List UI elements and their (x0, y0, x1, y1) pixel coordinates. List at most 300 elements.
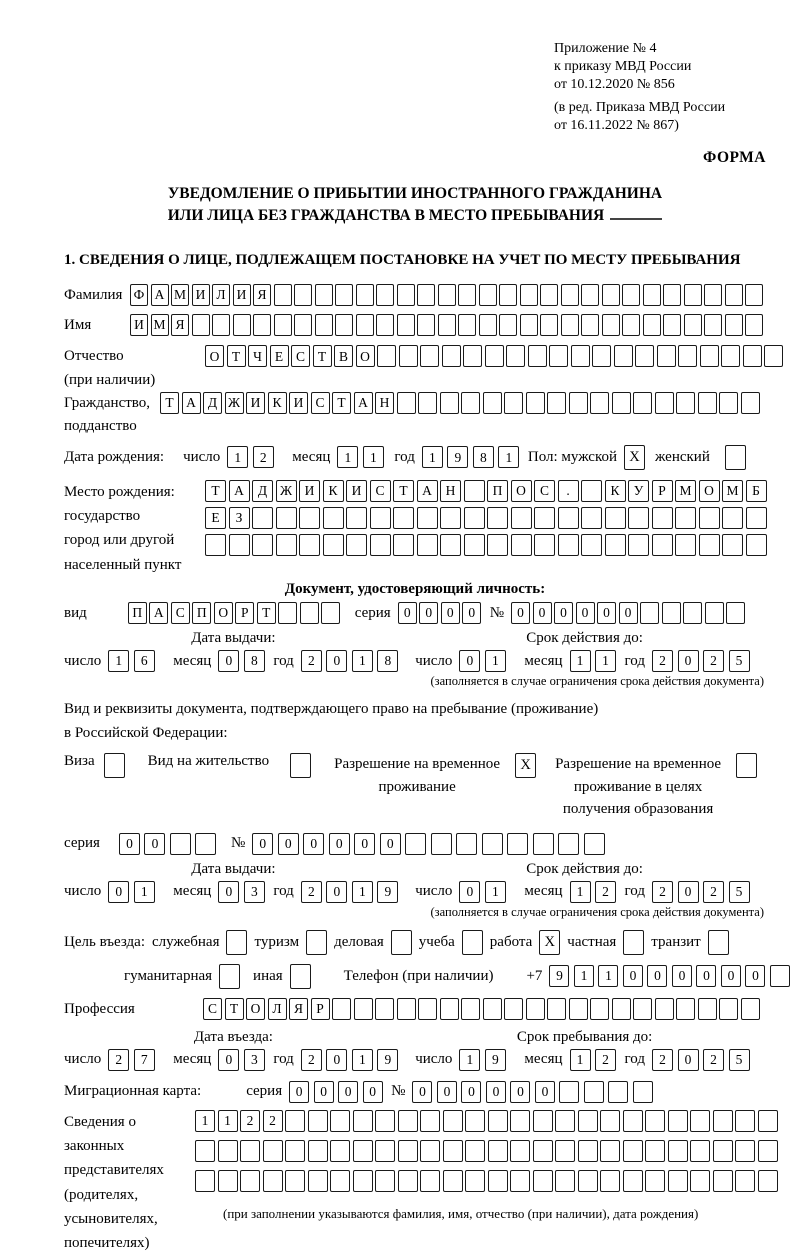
cell[interactable] (353, 1140, 373, 1162)
cell[interactable]: 1 (574, 965, 594, 987)
cell[interactable] (330, 1110, 350, 1132)
cell[interactable] (354, 998, 373, 1020)
cell[interactable] (643, 314, 661, 336)
cell[interactable] (376, 284, 394, 306)
cell[interactable]: 0 (745, 965, 765, 987)
cell[interactable] (668, 1140, 688, 1162)
cell[interactable] (376, 314, 394, 336)
cell[interactable]: 7 (134, 1049, 155, 1071)
cell[interactable] (315, 284, 333, 306)
cell[interactable] (533, 1170, 553, 1192)
cell[interactable]: А (182, 392, 201, 414)
cell[interactable]: У (628, 480, 649, 502)
cell[interactable] (464, 480, 485, 502)
cell[interactable] (417, 284, 435, 306)
cell[interactable] (764, 345, 783, 367)
cell[interactable] (285, 1170, 305, 1192)
doc-valid-year-cells[interactable] (652, 650, 754, 672)
cell[interactable] (442, 345, 461, 367)
cell[interactable]: 1 (195, 1110, 215, 1132)
cell[interactable] (510, 1170, 530, 1192)
cell[interactable] (465, 1110, 485, 1132)
cell[interactable]: 1 (363, 446, 384, 468)
cell[interactable] (420, 1140, 440, 1162)
cell[interactable] (726, 602, 745, 624)
cell[interactable]: 0 (678, 881, 699, 903)
temp-residence-checkbox[interactable]: X (515, 753, 536, 778)
cell[interactable] (561, 314, 579, 336)
cell[interactable]: С (171, 602, 190, 624)
cell[interactable] (488, 1170, 508, 1192)
cell[interactable]: 0 (326, 650, 347, 672)
purpose-official-checkbox[interactable] (226, 930, 247, 955)
cell[interactable] (263, 1170, 283, 1192)
cell[interactable] (192, 314, 210, 336)
cell[interactable]: И (130, 314, 148, 336)
cell[interactable] (294, 284, 312, 306)
cell[interactable] (397, 392, 416, 414)
cell[interactable]: 2 (703, 650, 724, 672)
cell[interactable]: Б (746, 480, 767, 502)
cell[interactable] (704, 314, 722, 336)
cell[interactable] (699, 534, 720, 556)
cell[interactable] (675, 534, 696, 556)
cell[interactable] (635, 345, 654, 367)
cell[interactable] (700, 345, 719, 367)
doc-number-cells[interactable] (511, 602, 748, 624)
profession-cells[interactable] (203, 998, 762, 1020)
cell[interactable]: 1 (570, 881, 591, 903)
cell[interactable] (483, 392, 502, 414)
cell[interactable]: С (291, 345, 310, 367)
cell[interactable] (741, 392, 760, 414)
residence-issue-month-cells[interactable] (218, 881, 269, 903)
cell[interactable]: 1 (498, 446, 519, 468)
cell[interactable] (479, 314, 497, 336)
cell[interactable]: 0 (721, 965, 741, 987)
cell[interactable] (571, 345, 590, 367)
cell[interactable] (397, 998, 416, 1020)
cell[interactable] (417, 534, 438, 556)
cell[interactable]: Ж (225, 392, 244, 414)
cell[interactable] (274, 284, 292, 306)
cell[interactable] (229, 534, 250, 556)
cell[interactable]: Я (253, 284, 271, 306)
cell[interactable] (678, 345, 697, 367)
cell[interactable]: С (203, 998, 222, 1020)
cell[interactable] (526, 392, 545, 414)
cell[interactable] (534, 534, 555, 556)
cell[interactable] (375, 1170, 395, 1192)
cell[interactable]: 1 (108, 650, 129, 672)
cell[interactable] (420, 1110, 440, 1132)
surname-cells[interactable] (130, 284, 766, 306)
cell[interactable]: 3 (244, 1049, 265, 1071)
cell[interactable]: 9 (447, 446, 468, 468)
cell[interactable] (721, 345, 740, 367)
cell[interactable]: 0 (218, 881, 239, 903)
cell[interactable] (612, 392, 631, 414)
cell[interactable]: 1 (459, 1049, 480, 1071)
cell[interactable]: 2 (703, 1049, 724, 1071)
cell[interactable] (440, 998, 459, 1020)
cell[interactable]: Н (440, 480, 461, 502)
cell[interactable]: 8 (473, 446, 494, 468)
cell[interactable] (511, 534, 532, 556)
cell[interactable]: 0 (354, 833, 375, 855)
cell[interactable] (578, 1170, 598, 1192)
stay-until-year-cells[interactable] (652, 1049, 754, 1071)
cell[interactable]: М (675, 480, 696, 502)
cell[interactable]: Е (205, 507, 226, 529)
cell[interactable] (559, 1081, 579, 1103)
cell[interactable]: 1 (485, 881, 506, 903)
cell[interactable] (335, 314, 353, 336)
cell[interactable] (170, 833, 191, 855)
cell[interactable]: 1 (422, 446, 443, 468)
cell[interactable]: 0 (398, 602, 417, 624)
purpose-other-checkbox[interactable] (290, 964, 311, 989)
cell[interactable] (722, 534, 743, 556)
cell[interactable] (482, 833, 503, 855)
cell[interactable] (465, 1170, 485, 1192)
cell[interactable] (592, 345, 611, 367)
cell[interactable]: 2 (595, 1049, 616, 1071)
cell[interactable] (330, 1140, 350, 1162)
cell[interactable]: 0 (678, 650, 699, 672)
cell[interactable] (393, 507, 414, 529)
cell[interactable] (375, 1110, 395, 1132)
cell[interactable] (578, 1110, 598, 1132)
cell[interactable] (511, 507, 532, 529)
cell[interactable] (713, 1170, 733, 1192)
cell[interactable] (294, 314, 312, 336)
cell[interactable]: 1 (598, 965, 618, 987)
patronymic-cells[interactable] (205, 345, 786, 367)
cell[interactable] (668, 1110, 688, 1132)
cell[interactable]: 0 (329, 833, 350, 855)
cell[interactable]: 0 (461, 1081, 481, 1103)
cell[interactable] (218, 1140, 238, 1162)
cell[interactable] (605, 534, 626, 556)
cell[interactable]: 0 (144, 833, 165, 855)
cell[interactable] (393, 534, 414, 556)
cell[interactable] (212, 314, 230, 336)
entry-day-cells[interactable] (108, 1049, 159, 1071)
cell[interactable] (704, 284, 722, 306)
cell[interactable] (488, 1140, 508, 1162)
cell[interactable]: О (246, 998, 265, 1020)
cell[interactable] (770, 965, 790, 987)
cell[interactable] (735, 1110, 755, 1132)
cell[interactable] (683, 602, 702, 624)
cell[interactable]: 0 (412, 1081, 432, 1103)
cell[interactable] (443, 1140, 463, 1162)
cell[interactable] (719, 998, 738, 1020)
cell[interactable]: 0 (623, 965, 643, 987)
cell[interactable] (584, 1081, 604, 1103)
purpose-private-checkbox[interactable] (623, 930, 644, 955)
cell[interactable] (353, 1170, 373, 1192)
migration-number-cells[interactable] (412, 1081, 657, 1103)
residence-number-cells[interactable] (252, 833, 609, 855)
cell[interactable]: 0 (511, 602, 530, 624)
cell[interactable] (443, 1170, 463, 1192)
cell[interactable] (308, 1170, 328, 1192)
cell[interactable] (581, 507, 602, 529)
cell[interactable] (602, 284, 620, 306)
cell[interactable]: С (370, 480, 391, 502)
sex-female-checkbox[interactable] (725, 445, 746, 470)
doc-issue-month-cells[interactable] (218, 650, 269, 672)
cell[interactable] (308, 1140, 328, 1162)
cell[interactable] (353, 1110, 373, 1132)
cell[interactable]: 2 (652, 881, 673, 903)
cell[interactable] (581, 284, 599, 306)
cell[interactable]: С (534, 480, 555, 502)
cell[interactable] (398, 1110, 418, 1132)
cell[interactable]: Ч (248, 345, 267, 367)
cell[interactable]: 0 (441, 602, 460, 624)
cell[interactable] (276, 534, 297, 556)
cell[interactable]: Т (393, 480, 414, 502)
cell[interactable]: 1 (570, 650, 591, 672)
cell[interactable]: 0 (303, 833, 324, 855)
cell[interactable] (205, 534, 226, 556)
cell[interactable]: 3 (244, 881, 265, 903)
cell[interactable] (612, 998, 631, 1020)
cell[interactable]: 0 (696, 965, 716, 987)
cell[interactable] (488, 1110, 508, 1132)
cell[interactable] (504, 998, 523, 1020)
cell[interactable] (253, 314, 271, 336)
cell[interactable] (581, 480, 602, 502)
cell[interactable] (356, 314, 374, 336)
cell[interactable] (676, 998, 695, 1020)
cell[interactable] (438, 284, 456, 306)
cell[interactable] (746, 507, 767, 529)
cell[interactable]: 0 (119, 833, 140, 855)
cell[interactable] (461, 998, 480, 1020)
cell[interactable] (397, 314, 415, 336)
cell[interactable] (745, 314, 763, 336)
cell[interactable] (418, 392, 437, 414)
cell[interactable] (555, 1170, 575, 1192)
cell[interactable] (479, 284, 497, 306)
cell[interactable] (652, 534, 673, 556)
cell[interactable]: 6 (134, 650, 155, 672)
cell[interactable] (623, 1110, 643, 1132)
cell[interactable]: 8 (377, 650, 398, 672)
cell[interactable] (458, 284, 476, 306)
cell[interactable]: 0 (338, 1081, 358, 1103)
cell[interactable] (602, 314, 620, 336)
cell[interactable]: 1 (570, 1049, 591, 1071)
cell[interactable]: П (192, 602, 211, 624)
cell[interactable] (713, 1140, 733, 1162)
cell[interactable]: 0 (459, 650, 480, 672)
cell[interactable] (483, 998, 502, 1020)
cell[interactable]: О (511, 480, 532, 502)
cell[interactable]: 5 (729, 1049, 750, 1071)
cell[interactable] (608, 1081, 628, 1103)
cell[interactable] (440, 392, 459, 414)
cell[interactable]: Ф (130, 284, 148, 306)
cell[interactable] (690, 1140, 710, 1162)
cell[interactable]: А (149, 602, 168, 624)
cell[interactable] (633, 392, 652, 414)
cell[interactable] (645, 1110, 665, 1132)
cell[interactable]: Т (313, 345, 332, 367)
cell[interactable]: 2 (652, 650, 673, 672)
cell[interactable]: М (722, 480, 743, 502)
cell[interactable] (506, 345, 525, 367)
cell[interactable]: Т (205, 480, 226, 502)
cell[interactable]: 5 (729, 650, 750, 672)
cell[interactable] (526, 998, 545, 1020)
cell[interactable] (233, 314, 251, 336)
cell[interactable] (745, 284, 763, 306)
cell[interactable]: 0 (437, 1081, 457, 1103)
cell[interactable] (584, 833, 605, 855)
cell[interactable] (375, 1140, 395, 1162)
birth-place-cells-row2[interactable] (205, 507, 769, 529)
cell[interactable]: 0 (363, 1081, 383, 1103)
cell[interactable] (662, 602, 681, 624)
cell[interactable] (735, 1140, 755, 1162)
birth-year-cells[interactable] (422, 446, 524, 468)
cell[interactable]: 0 (535, 1081, 555, 1103)
cell[interactable] (600, 1110, 620, 1132)
cell[interactable]: Р (235, 602, 254, 624)
cell[interactable]: И (299, 480, 320, 502)
cell[interactable]: Д (203, 392, 222, 414)
cell[interactable] (440, 507, 461, 529)
cell[interactable] (547, 998, 566, 1020)
cell[interactable]: М (171, 284, 189, 306)
cell[interactable]: 0 (533, 602, 552, 624)
cell[interactable] (623, 1170, 643, 1192)
cell[interactable] (520, 314, 538, 336)
cell[interactable] (569, 392, 588, 414)
cell[interactable]: 0 (647, 965, 667, 987)
birth-place-cells-row1[interactable] (205, 480, 769, 502)
residence-valid-year-cells[interactable] (652, 881, 754, 903)
cell[interactable]: 2 (595, 881, 616, 903)
cell[interactable] (418, 998, 437, 1020)
cell[interactable]: 0 (314, 1081, 334, 1103)
cell[interactable] (600, 1140, 620, 1162)
cell[interactable]: 1 (134, 881, 155, 903)
temp-edu-checkbox[interactable] (736, 753, 757, 778)
cell[interactable] (464, 534, 485, 556)
cell[interactable]: 0 (459, 881, 480, 903)
doc-valid-month-cells[interactable] (570, 650, 621, 672)
cell[interactable] (558, 534, 579, 556)
entry-year-cells[interactable] (301, 1049, 403, 1071)
cell[interactable]: Я (171, 314, 189, 336)
cell[interactable]: П (128, 602, 147, 624)
cell[interactable] (628, 507, 649, 529)
cell[interactable]: Т (227, 345, 246, 367)
cell[interactable]: 2 (301, 650, 322, 672)
cell[interactable]: С (311, 392, 330, 414)
phone-cells[interactable] (549, 965, 794, 987)
cell[interactable] (461, 392, 480, 414)
cell[interactable]: 2 (253, 446, 274, 468)
cell[interactable]: 2 (652, 1049, 673, 1071)
cell[interactable]: А (151, 284, 169, 306)
cell[interactable] (487, 507, 508, 529)
purpose-tourism-checkbox[interactable] (306, 930, 327, 955)
citizenship-cells[interactable] (160, 392, 762, 414)
cell[interactable]: Р (311, 998, 330, 1020)
cell[interactable] (746, 534, 767, 556)
cell[interactable]: 9 (485, 1049, 506, 1071)
residence-valid-month-cells[interactable] (570, 881, 621, 903)
cell[interactable]: 0 (462, 602, 481, 624)
cell[interactable] (323, 507, 344, 529)
cell[interactable] (252, 507, 273, 529)
cell[interactable] (655, 998, 674, 1020)
cell[interactable]: И (346, 480, 367, 502)
birth-day-cells[interactable] (227, 446, 278, 468)
stay-until-day-cells[interactable] (459, 1049, 510, 1071)
cell[interactable] (520, 284, 538, 306)
cell[interactable]: Т (160, 392, 179, 414)
birth-month-cells[interactable] (337, 446, 388, 468)
cell[interactable]: А (417, 480, 438, 502)
doc-type-cells[interactable] (128, 602, 343, 624)
firstname-cells[interactable] (130, 314, 766, 336)
cell[interactable]: Т (225, 998, 244, 1020)
cell[interactable] (465, 1140, 485, 1162)
cell[interactable]: 2 (301, 1049, 322, 1071)
cell[interactable] (558, 507, 579, 529)
cell[interactable]: 0 (108, 881, 129, 903)
cell[interactable] (722, 507, 743, 529)
cell[interactable]: 0 (289, 1081, 309, 1103)
cell[interactable]: З (229, 507, 250, 529)
cell[interactable]: 0 (486, 1081, 506, 1103)
cell[interactable] (555, 1140, 575, 1162)
cell[interactable] (534, 507, 555, 529)
cell[interactable] (743, 345, 762, 367)
cell[interactable]: 0 (326, 881, 347, 903)
cell[interactable]: Ж (276, 480, 297, 502)
cell[interactable]: 1 (352, 881, 373, 903)
cell[interactable] (547, 392, 566, 414)
cell[interactable] (684, 284, 702, 306)
cell[interactable] (300, 602, 319, 624)
cell[interactable]: 0 (278, 833, 299, 855)
birth-place-cells-row3[interactable] (205, 534, 769, 556)
cell[interactable]: А (229, 480, 250, 502)
visa-checkbox[interactable] (104, 753, 125, 778)
cell[interactable] (540, 284, 558, 306)
cell[interactable] (443, 1110, 463, 1132)
purpose-business-checkbox[interactable] (391, 930, 412, 955)
cell[interactable] (725, 284, 743, 306)
purpose-work-checkbox[interactable]: X (539, 930, 560, 955)
cell[interactable] (399, 345, 418, 367)
cell[interactable] (758, 1170, 778, 1192)
cell[interactable] (533, 833, 554, 855)
cell[interactable] (356, 284, 374, 306)
cell[interactable]: И (289, 392, 308, 414)
cell[interactable] (463, 345, 482, 367)
cell[interactable] (504, 392, 523, 414)
